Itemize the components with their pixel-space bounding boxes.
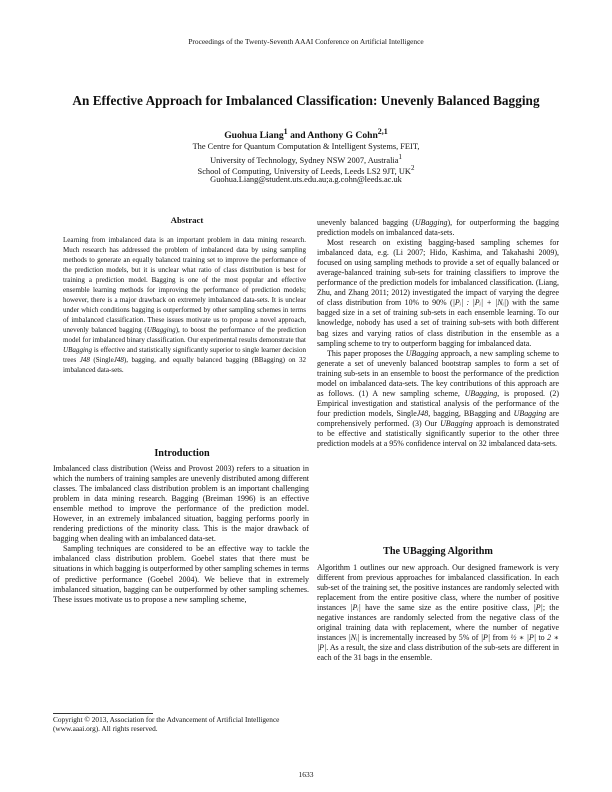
math-expression: |Nᵢ| [348,633,360,643]
text-span: ), for outperforming the bagging prediction models on imbalanced data-sets. [317,218,559,238]
paragraph: Sampling techniques are considered to be an effective way to tackle the imbalanced class distribution problem. Goebel states that there must be situations in which bagging is outperformed by other sampling schemes in terms of predictive performance (Goebel 2004). We believe that in extremely imbalanced situation, bagging can be outperformed by other sampling schemes. These issues motivate us to propose a new sampling scheme, [53,544,309,604]
paragraph [317,349,559,449]
method-name: J48 [113,355,124,364]
method-name: UBagging [440,418,473,428]
text-span: is incrementally increased by 5% of [359,633,481,643]
affiliation-marker: 1 [283,127,288,136]
abstract-text [63,236,306,376]
paragraph [317,218,559,238]
text-span: from [490,633,511,643]
text-span: to [536,633,548,643]
abstract-heading: Abstract [170,215,204,225]
method-name: UBagging [63,345,92,354]
text-span: ) with the same bagged size in a set of training sub-sets in each ensemble learning. To our knowledge, nobody has used a set of training sub-sets with both different bag sizes and varying ratios of class distribution in the ensemble as a sampling scheme to try to outperform bagging for imbalanced data. [317,298,559,348]
affiliation-marker: 2,1 [377,127,388,136]
author-conjunction: and [290,130,306,142]
method-name: UBagging [405,348,439,358]
math-expression: ½ ∗ |P| [510,633,536,643]
method-name: UBagging [513,408,547,418]
paragraph [317,563,559,663]
author-name: Guohua Liang [224,130,284,142]
abstract-span: Learning from imbalanced data is an important problem in data mining research. Much research has addressed the problem of imbalanced data by using sampling methods to generate an equally balanced training set to improve the performance of the prediction models, but it is unclear what ratio of class distribution is best for training a prediction model. Bagging is one of the most popular and effective ensemble learning methods for improving the performance of prediction models; however, there is a major drawback on extremely imbalanced data-sets. It is unclear under which conditions bagging is outperformed by other sampling schemes in terms of imbalanced classification. These issues motivate us to propose a novel approach, unevenly balanced bagging ( [63,236,306,334]
text-span: , bagging, BBagging and [428,408,514,418]
math-expression: 2 ∗ |P| [317,633,559,653]
math-expression: |P| [533,603,543,613]
algorithm-text [317,563,559,663]
method-name: UBagging [146,325,176,334]
affiliation-marker: 2 [410,164,415,172]
math-expression: |P| [480,633,491,643]
author-emails: Guohua.Liang@student.uts.edu.au;a.g.cohn@leeds.ac.uk [210,175,402,184]
math-expression: |Pᵢ| : |Pᵢ| + |Nᵢ| [452,298,507,308]
method-name: UBagging [414,218,448,227]
text-span: unevenly balanced bagging ( [317,218,415,227]
abstract-span: (Single [89,355,114,364]
affiliation-text: University of Technology, Sydney NSW 2007, Australia [210,155,399,165]
running-head: Proceedings of the Twenty-Seventh AAAI Conference on Artificial Intelligence [188,37,424,46]
abstract-span: ), bagging, and equally balanced bagging (BBagging) on 32 imbalanced data-sets. [63,355,306,374]
text-span: , is proposed. (2) Empirical investigation and statistical analysis of the performance of the four prediction models, Single [317,388,559,418]
paragraph [317,238,559,349]
abstract-span: is effective and statistically significantly superior to single learner decision trees [63,345,306,364]
method-name: UBagging [464,388,498,398]
author-line [0,127,612,141]
text-span: Most research on existing bagging-based sampling schemes for imbalanced data, e.g. (Li 2007; Hido, Kashima, and Takahashi 2009), focused on using sampling methods to provide a set of equally balanced or average-balanced training sub-sets for training classifiers to improve the performance of the prediction models for imbalanced classification. (Liang, Zhu, and Zhang 2011; 2012) investigated the impact of varying the degree of class distribution from 10% to 90% ( [317,238,559,308]
abstract-span: ), to boost the performance of the prediction model for imbalanced binary classification. Our experimental results demonstrate that [63,325,306,344]
affiliation-line: The Centre for Quantum Computation & Intelligent Systems, FEIT, [192,142,420,151]
text-span: . As a result, the size and class distribution of the sub-sets are different in each of the 31 bags in the ensemble. [317,643,559,663]
text-span: have the same size as the entire positive class, [360,603,534,613]
method-name: J48 [79,355,90,364]
algorithm-heading: The UBagging Algorithm [383,546,493,557]
text-span: are comprehensively performed. (3) Our [317,408,559,428]
paper-title: An Effective Approach for Imbalanced Classification: Unevenly Balanced Bagging [72,93,540,108]
affiliation-text: School of Computing, University of Leeds, Leeds LS2 9JT, UK [197,166,411,176]
text-span: This paper proposes the [327,348,406,358]
text-span: approach, a new sampling scheme to generate a set of unevenly balanced bootstrap samples to form a set of training sub-sets in an ensemble to boost the performance of the prediction model on imbalanced data-sets. The key contributions of this approach are as follows. (1) A new sampling scheme, [317,348,559,398]
introduction-text-right [317,218,559,449]
introduction-text-left [53,464,309,605]
page-number: 1633 [298,770,314,779]
paragraph: Imbalanced class distribution (Weiss and Provost 2003) refers to a situation in which the numbers of training samples are unevenly distributed among different classes. The imbalanced class distribution problem is an important challenging problem in data mining research. Bagging (Breiman 1996) is an effective ensemble method to improve the performance of the prediction model. However, in an extremely imbalanced situation, bagging performs poorly in rendering predictions of the minority class. This is the major drawback of bagging when dealing with an imbalanced data-set. [53,464,309,544]
text-span: ; the negative instances are randomly selected from the negative class of the original training data with replacement, where the number of negative instances [317,603,559,643]
text-span: approach is demonstrated to be effective and statistically significantly superior to the other three prediction models at a 95% confidence interval on 32 imbalanced data-sets. [317,418,559,449]
method-name: J48 [416,408,429,418]
copyright-footnote: Copyright © 2013, Association for the Advancement of Artificial Intelligence (www.aaai.org). All rights reserved. [53,715,280,733]
introduction-heading: Introduction [154,448,210,459]
affiliation-marker: 1 [398,153,402,161]
footnote-rule [53,713,153,714]
math-expression: |Pᵢ| [350,603,361,613]
author-name: Anthony G Cohn [307,130,378,142]
text-span: Algorithm 1 outlines our new approach. Our designed framework is very different from previous approaches for imbalanced classification. In each sub-set of the training set, the positive instances are randomly selected with replacement from the entire positive class, where the number of positive instances [317,563,559,613]
